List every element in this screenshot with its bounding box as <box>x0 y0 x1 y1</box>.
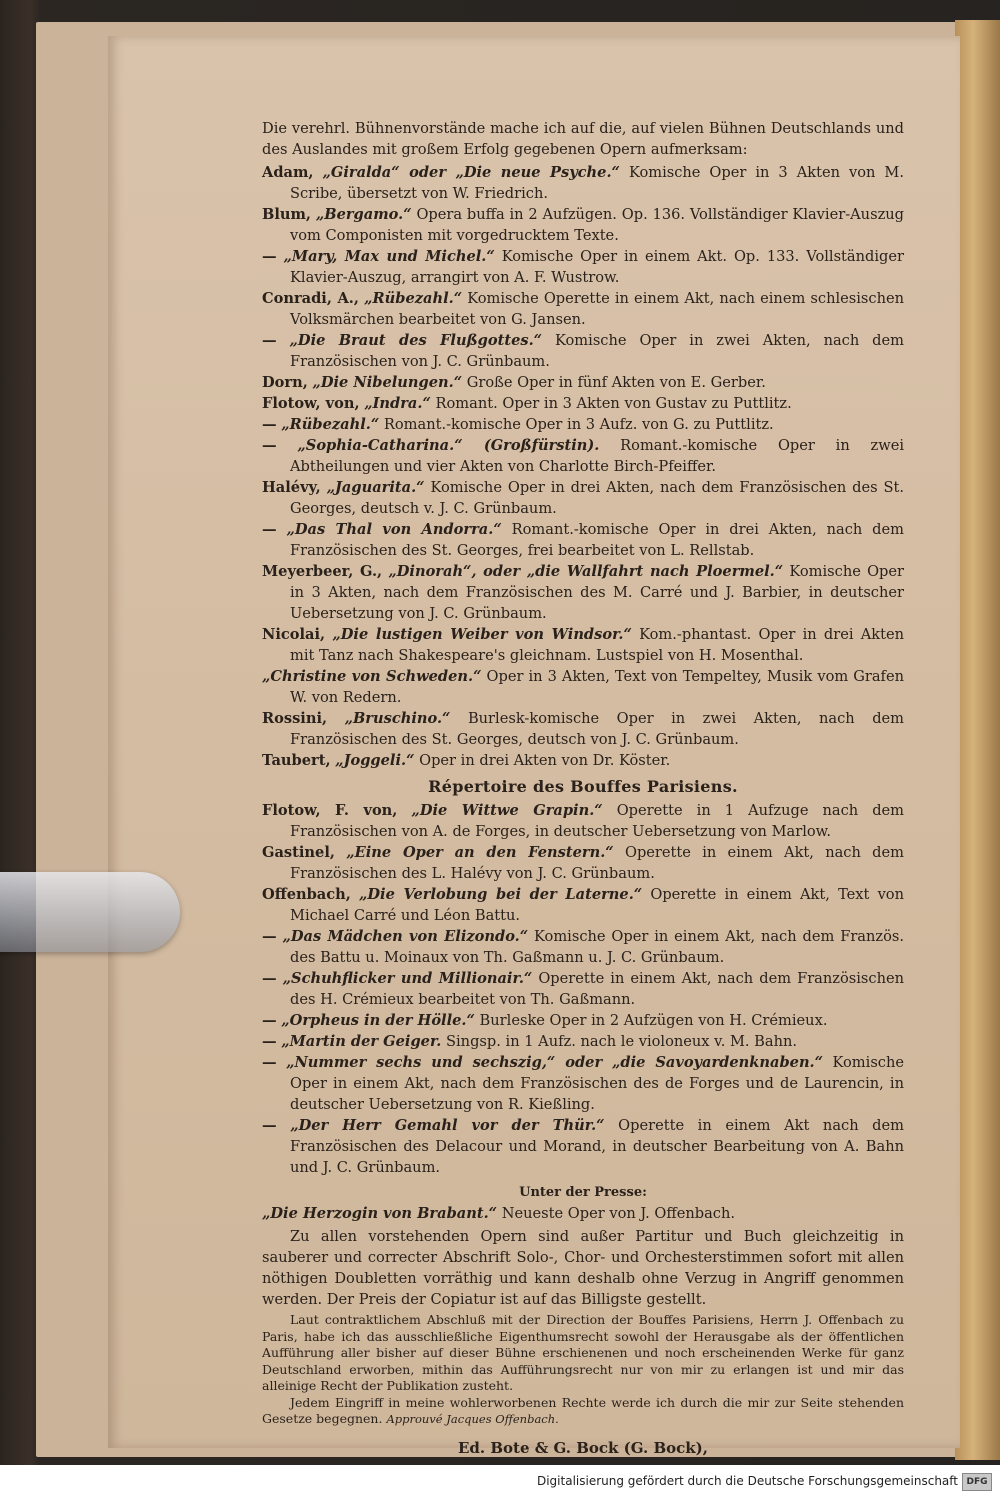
list-item <box>262 519 904 561</box>
composer: — <box>262 416 277 433</box>
composer: Halévy, <box>262 479 321 496</box>
rights-warning-text: Jedem Eingriff in meine wohlerworbenen Rechte werde ich durch die mir zur Seite stehenden Gesetze begegnen. <box>262 1394 904 1426</box>
opera-title: „Die Wittwe Grapin.“ <box>411 802 603 819</box>
opera-title: „Jaguarita.“ <box>326 479 425 496</box>
opera-description: Romant.-komische Oper in drei Akten, nach dem Französischen des St. Georges, frei bearbeitet von L. Rellstab. <box>290 521 904 559</box>
list-item <box>262 1115 904 1178</box>
composer: — <box>262 521 277 538</box>
book-cover-edge <box>955 20 1000 1460</box>
composer: — <box>262 1117 277 1134</box>
list-item <box>262 1052 904 1115</box>
list-item <box>262 968 904 1010</box>
list-item <box>262 372 904 393</box>
opera-title: „Die Braut des Flußgottes.“ <box>289 332 543 349</box>
opera-title: „Die Nibelungen.“ <box>312 374 463 391</box>
opera-description: Romant. Oper in 3 Akten von Gustav zu Puttlitz. <box>435 395 792 412</box>
composer: Offenbach, <box>262 886 351 903</box>
list-item <box>262 884 904 926</box>
composer: — <box>262 437 277 454</box>
composer: Blum, <box>262 206 312 223</box>
opera-title: „Das Thal von Andorra.“ <box>286 521 502 538</box>
opera-description: Oper in drei Akten von Dr. Köster. <box>419 752 671 769</box>
opera-title: „Christine von Schweden.“ <box>262 668 482 685</box>
opera-title: „Das Mädchen von Elizondo.“ <box>282 928 529 945</box>
composer: — <box>262 928 277 945</box>
list-item <box>262 624 904 666</box>
composer: Nicolai, <box>262 626 326 643</box>
opera-description: Komische Oper in einem Akt, nach dem Französischen des de Forges und de Laurencin, in deutscher Uebersetzung von R. Kießling. <box>290 1054 905 1113</box>
composer: — <box>262 970 277 987</box>
opera-description: Große Oper in fünf Akten von E. Gerber. <box>466 374 766 391</box>
opera-description: Opera buffa in 2 Aufzügen. Op. 136. Vollständiger Klavier-Auszug vom Componisten mit vorgedrucktem Texte. <box>290 206 904 244</box>
opera-title: „Der Herr Gemahl vor der Thür.“ <box>290 1117 605 1134</box>
approval-signature: Approuvé Jacques Offenbach. <box>386 1412 559 1426</box>
opera-title: „Rübezahl.“ <box>364 290 463 307</box>
page-content <box>262 118 904 1475</box>
opera-description: Operette in einem Akt, Text von Michael Carré und Léon Battu. <box>290 886 904 924</box>
intro-text: Die verehrl. Bühnenvorstände mache ich auf die, auf vielen Bühnen Deutschlands und des Auslandes mit großem Erfolg gegebenen Opern aufmerksam: <box>262 120 904 158</box>
list-item <box>262 750 904 771</box>
composer: Taubert, <box>262 752 331 769</box>
opera-title: „Eine Oper an den Fenstern.“ <box>346 844 614 861</box>
composer: — <box>262 332 277 349</box>
list-item <box>262 1010 904 1031</box>
opera-description: Burlesk-komische Oper in zwei Akten, nach dem Französischen des St. Georges, deutsch von J. C. Grünbaum. <box>290 710 905 748</box>
opera-description: Burleske Oper in 2 Aufzügen von H. Crémieux. <box>479 1012 828 1029</box>
opera-title: „Orpheus in der Hölle.“ <box>281 1012 475 1029</box>
list-item <box>262 477 904 519</box>
opera-title: „Rübezahl.“ <box>281 416 380 433</box>
opera-description: Komische Oper in 3 Akten, nach dem Französischen des M. Carré und J. Barbier, in deutscher Uebersetzung von J. C. Grünbaum. <box>290 563 904 622</box>
composer: — <box>262 1054 277 1071</box>
opera-description: Komische Operette in einem Akt, nach einem schlesischen Volksmärchen bearbeitet von G. Jansen. <box>290 290 905 328</box>
list-item <box>262 842 904 884</box>
opera-description: Operette in einem Akt, nach dem Französischen des H. Crémieux bearbeitet von Th. Gaßmann. <box>290 970 905 1008</box>
composer: Conradi, A., <box>262 290 359 307</box>
list-item <box>262 162 904 204</box>
rights-notice: Laut contraktlichem Abschluß mit der Direction der Bouffes Parisiens, Herrn J. Offenbach zu Paris, habe ich das ausschließliche Eigenthumsrecht sowohl der Herausgabe als der öffentlichen Aufführung aller bisher auf dieser Bühne erschienenen und noch erscheinenden Werke für ganz Deutschland erworben, mithin das Aufführungsrecht nur von mir zu erlangen ist und mir das alleinige Recht der Publikation zusteht. <box>262 1312 904 1393</box>
list-item <box>262 926 904 968</box>
page-clip <box>0 872 180 952</box>
opera-title: „Martin der Geiger. <box>281 1033 442 1050</box>
composer: — <box>262 248 277 265</box>
opera-title: „Sophia-Catharina.“ (Großfürstin). <box>297 437 600 454</box>
opera-title: „Die lustigen Weiber von Windsor.“ <box>332 626 632 643</box>
opera-title: „Schuhflicker und Millionair.“ <box>282 970 533 987</box>
list-item <box>262 435 904 477</box>
opera-description: Komische Oper in zwei Akten, nach dem Französischen von J. C. Grünbaum. <box>290 332 904 370</box>
opera-description: Komische Oper in drei Akten, nach dem Französischen des St. Georges, deutsch v. J. C. Grünbaum. <box>290 479 905 517</box>
opera-description: Romant.-komische Oper in zwei Abtheilungen und vier Akten von Charlotte Birch-Pfeiffer. <box>290 437 904 475</box>
opera-title: „Dinorah“, oder „die Wallfahrt nach Ploermel.“ <box>388 563 784 580</box>
composer: — <box>262 1012 277 1029</box>
list-item <box>262 666 904 708</box>
opera-title: „Giralda“ oder „Die neue Psyche.“ <box>322 164 620 181</box>
opera-title: „Joggeli.“ <box>335 752 415 769</box>
opera-description: Operette in 1 Aufzuge nach dem Französischen von A. de Forges, in deutscher Uebersetzung von Marlow. <box>290 802 905 840</box>
rights-warning <box>262 1395 904 1428</box>
list-item <box>262 288 904 330</box>
opera-title: „Die Verlobung bei der Laterne.“ <box>359 886 643 903</box>
list-item <box>262 330 904 372</box>
list-item <box>262 246 904 288</box>
list-item <box>262 800 904 842</box>
opera-description: Romant.-komische Oper in 3 Aufz. von G. zu Puttlitz. <box>383 416 774 433</box>
composer: Meyerbeer, G., <box>262 563 383 580</box>
composer: Gastinel, <box>262 844 335 861</box>
opera-title: „Bruschino.“ <box>344 710 451 727</box>
opera-description: Komische Oper in 3 Akten von M. Scribe, übersetzt von W. Friedrich. <box>290 164 904 202</box>
opera-title: „Mary, Max und Michel.“ <box>283 248 495 265</box>
opera-title: „Bergamo.“ <box>315 206 412 223</box>
composer: — <box>262 1033 277 1050</box>
opera-description: Operette in einem Akt nach dem Französischen des Delacour und Morand, in deutscher Bearbeitung von A. Bahn und J. C. Grünbaum. <box>290 1117 904 1176</box>
section-heading: Répertoire des Bouffes Parisiens. <box>428 777 738 796</box>
footer-bar <box>0 1465 1000 1498</box>
composer: Flotow, F. von, <box>262 802 398 819</box>
opera-description: Singsp. in 1 Aufz. nach le violoneux v. M. Bahn. <box>446 1033 798 1050</box>
list-item <box>262 561 904 624</box>
composer: Adam, <box>262 164 314 181</box>
composer: Flotow, von, <box>262 395 360 412</box>
opera-description: Kom.-phantast. Oper in drei Akten mit Tanz nach Shakespeare's gleichnam. Lustspiel von H. Mosenthal. <box>290 626 904 664</box>
publisher-name: Ed. Bote & G. Bock (G. Bock), <box>457 1438 708 1457</box>
opera-list <box>262 162 904 771</box>
opera-title: „Indra.“ <box>364 395 431 412</box>
composer: Dorn, <box>262 374 308 391</box>
composer: Rossini, <box>262 710 328 727</box>
opera-description: Oper in 3 Akten, Text von Tempeltey, Musik vom Grafen W. von Redern. <box>290 668 904 706</box>
list-item <box>262 204 904 246</box>
list-item <box>262 414 904 435</box>
copy-paragraph: Zu allen vorstehenden Opern sind außer Partitur und Buch gleichzeitig in sauberer und correcter Abschrift Solo-, Chor- und Orchesterstimmen sofort mit allen nöthigen Doubletten vorräthig und kann deshalb ohne Verzug in Angriff genommen werden. Der Preis der Copiatur ist auf das Billigste gestellt. <box>262 1228 904 1308</box>
list-item <box>262 393 904 414</box>
press-title: „Die Herzogin von Brabant.“ <box>262 1205 498 1222</box>
footer-credit: Digitalisierung gefördert durch die Deutsche Forschungsgemeinschaft <box>536 1474 958 1488</box>
bouffes-list <box>262 800 904 1178</box>
press-entry <box>262 1203 904 1224</box>
list-item <box>262 708 904 750</box>
list-item <box>262 1031 904 1052</box>
opera-description: Komische Oper in einem Akt, nach dem Französ. des Battu u. Moinaux von Th. Gaßmann u. J. C. Grünbaum. <box>290 928 904 966</box>
dfg-logo-icon: DFG <box>962 1473 992 1491</box>
press-description: Neueste Oper von J. Offenbach. <box>501 1205 736 1222</box>
opera-title: „Nummer sechs und sechszig,“ oder „die Savoyardenknaben.“ <box>286 1054 824 1071</box>
press-heading: Unter der Presse: <box>519 1185 647 1200</box>
opera-description: Komische Oper in einem Akt. Op. 133. Vollständiger Klavier-Auszug, arrangirt von A. F. Wustrow. <box>290 248 904 286</box>
opera-description: Operette in einem Akt, nach dem Französischen des L. Halévy von J. C. Grünbaum. <box>290 844 904 882</box>
